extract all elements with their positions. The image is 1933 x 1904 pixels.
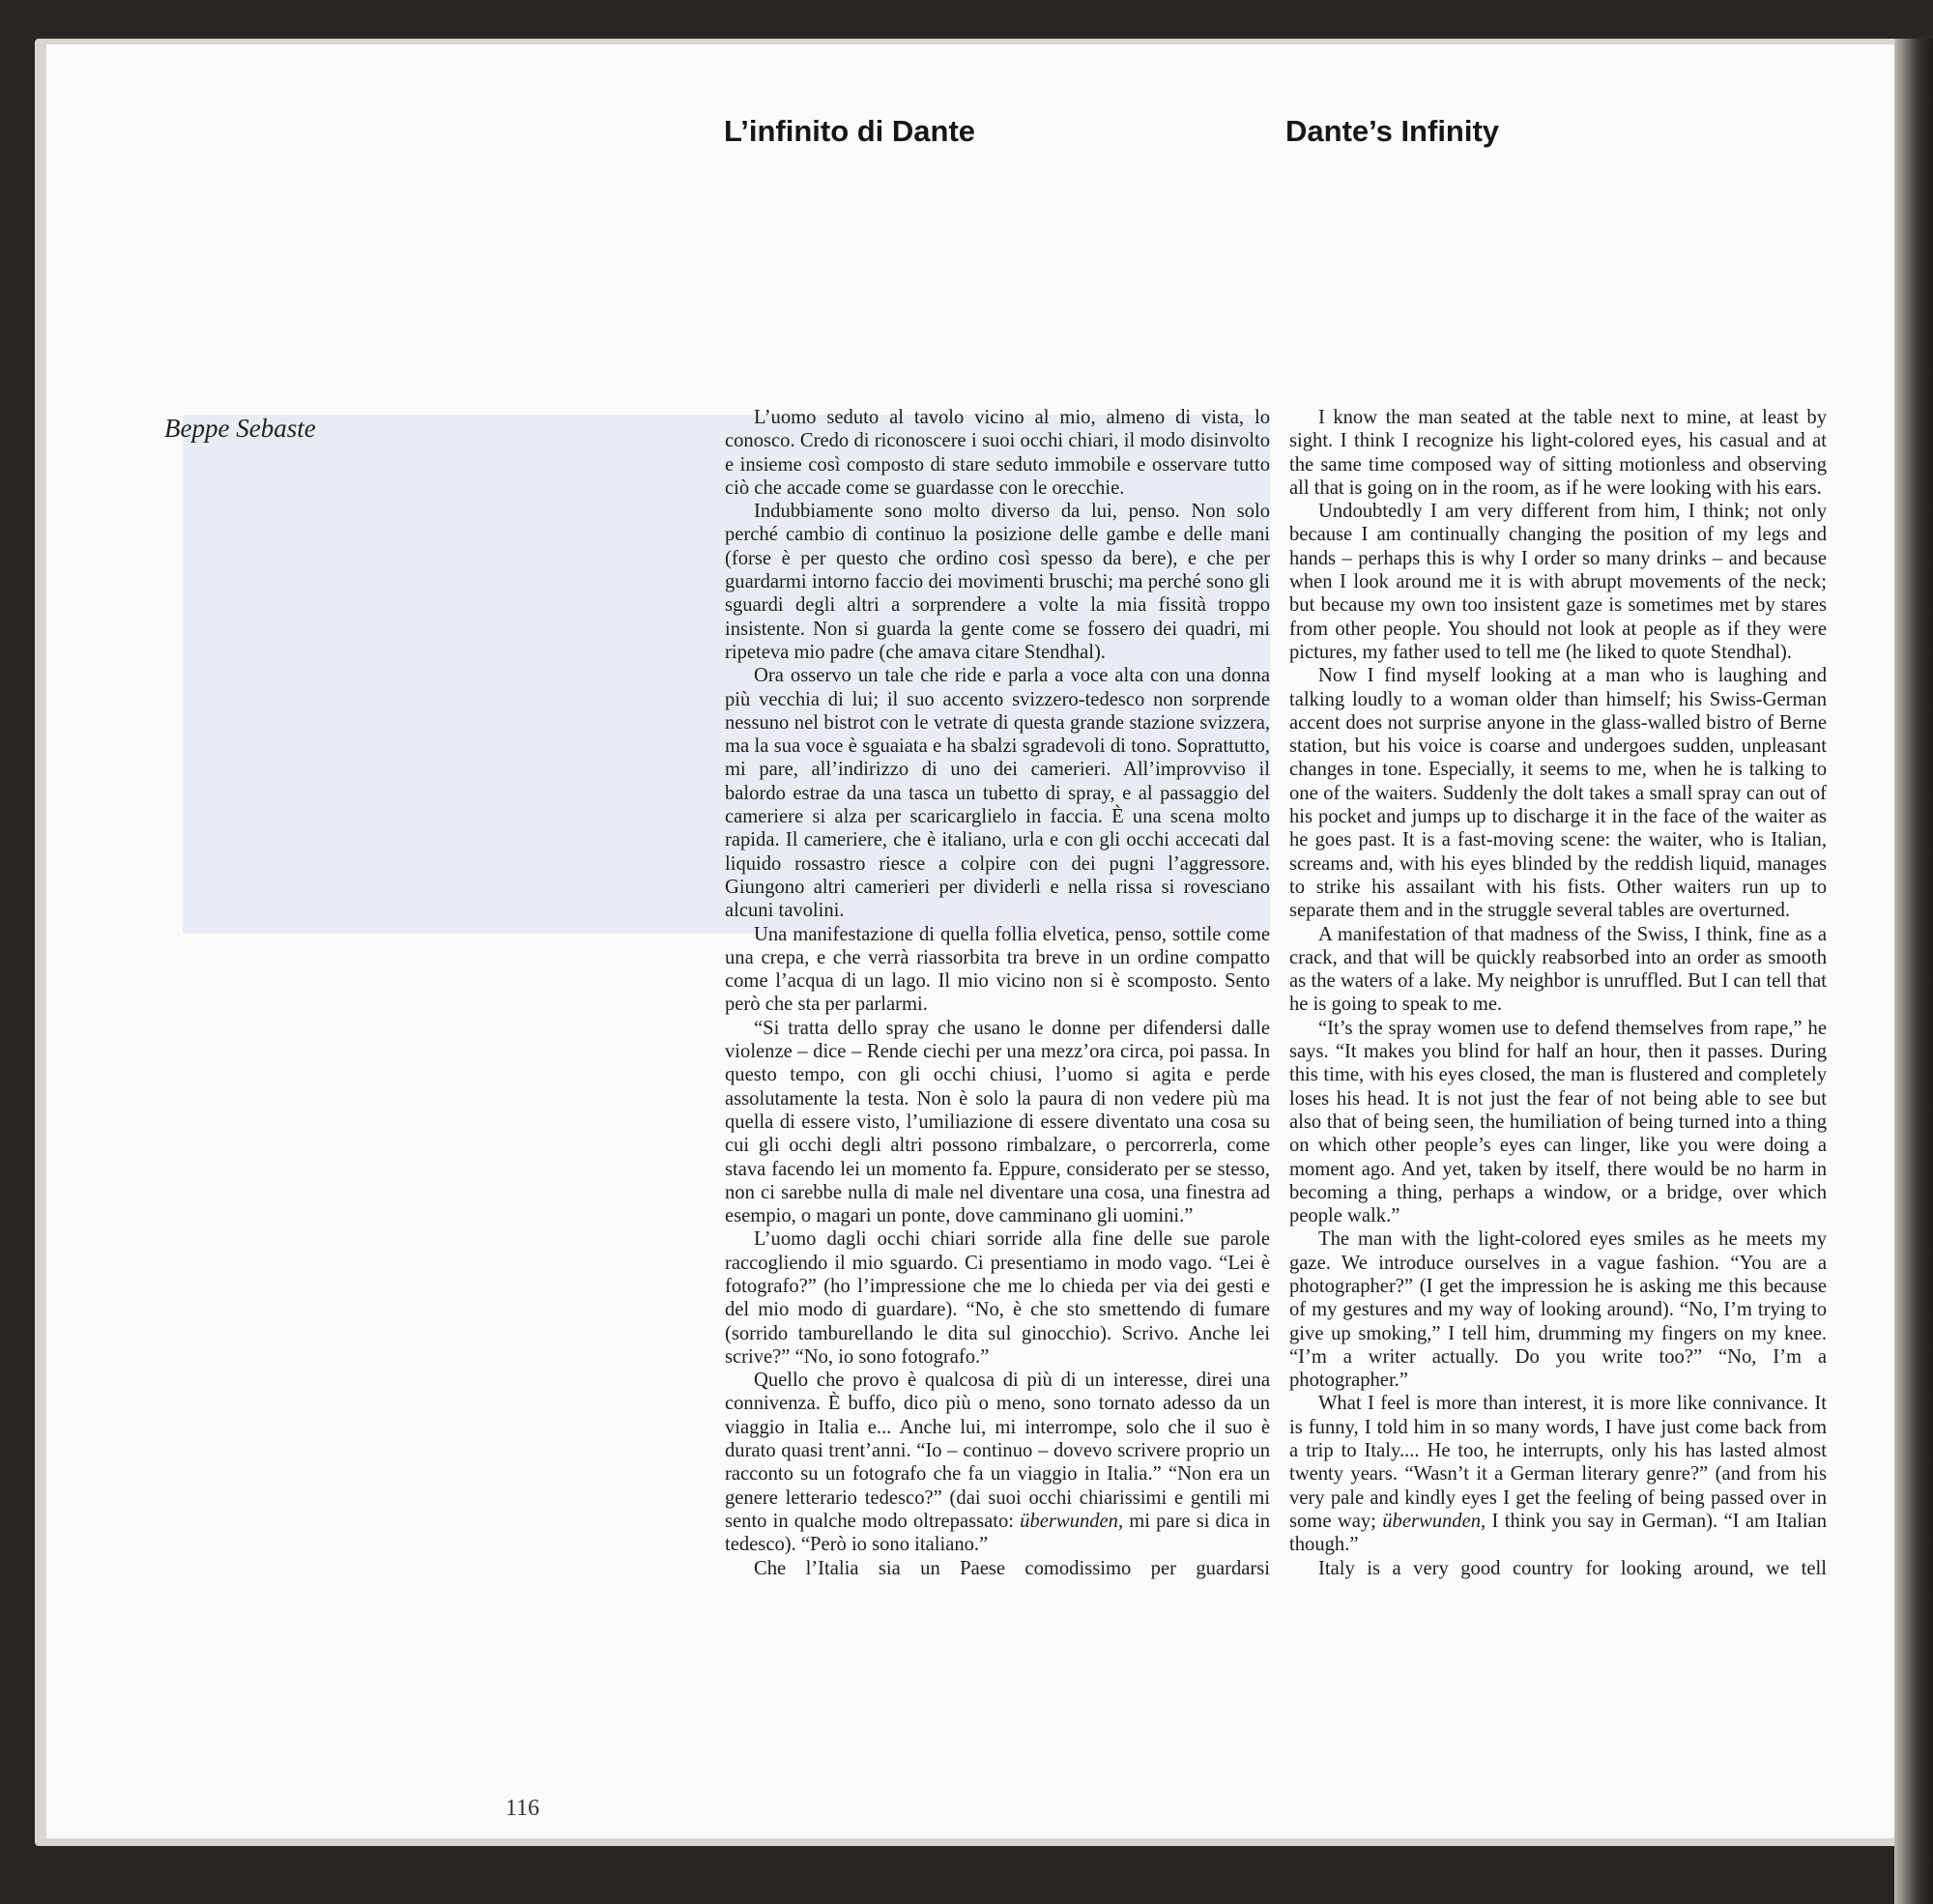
paragraph [725, 1369, 1270, 1556]
page-number: 116 [505, 1796, 540, 1821]
title-english: Dante’s Infinity [1285, 114, 1500, 148]
italic-word: überwunden [1382, 1510, 1482, 1532]
text: Quello che provo è qualcosa di più di un interesse, direi una connivenza. È buffo, dico più o meno, sono tornato adesso da un viaggio in Italia e... Anche lui, mi interrompe, solo che il suo è durato quasi trent’anni. “Io – continuo – dovevo scrivere proprio un racconto su un fotografo che fa un viaggio in Italia.” “Non era un genere letterario tedesco?” (dai suoi occhi chiarissimi e gentili mi sento in qualche modo oltrepassato: [725, 1370, 1270, 1532]
paragraph: Una manifestazione di quella follia elvetica, penso, sottile come una crepa, e che verrà riassorbita tra breve in un ordine compatto come l’acqua di un lago. Il mio vicino non si è scomposto. Sento però che sta per parlarmi. [725, 923, 1270, 1016]
paragraph: “It’s the spray women use to defend themselves from rape,” he says. “It makes you blind for half an hour, then it passes. During this time, with his eyes closed, the man is flustered and completely loses his head. It is not just the fear of not being able to see but also that of being seen, the humiliation of being turned into a thing on which other people’s eyes can linger, like you were doing a moment ago. And yet, taken by itself, there would be no harm in becoming a thing, perhaps a window, or a bridge, over which people walk.” [1289, 1017, 1827, 1227]
text: What I feel is more than interest, it is more like connivance. It is funny, I told him in so many words, I have just come back from a trip to Italy.... He too, he interrupts, only his has lasted almost twenty years. “Wasn’t it a German literary genre?” (and from his very pale and kindly eyes I get the feeling of being passed over in some way; [1289, 1393, 1827, 1532]
paragraph: Now I find myself looking at a man who is laughing and talking loudly to a woman older than himself; his Swiss-German accent does not surprise anyone in the glass-walled bistro of Berne station, but his voice is coarse and undergoes sudden, unpleasant changes in tone. Especially, it seems to me, when he is talking to one of the waiters. Suddenly the dolt takes a small spray can out of his pocket and jumps up to discharge it in the face of the waiter as he goes past. It is a fast-moving scene: the waiter, who is Italian, screams and, with his eyes blinded by the reddish liquid, manages to strike his assailant with his fists. Other waiters run up to separate them and in the struggle several tables are overturned. [1289, 665, 1827, 922]
paragraph [1289, 1392, 1827, 1556]
english-column [1289, 406, 1827, 1580]
paragraph: L’uomo seduto al tavolo vicino al mio, almeno di vista, lo conosco. Credo di riconoscere i suoi occhi chiari, il modo disinvolto e insieme così composto di stare seduto immobile e osservare tutto ciò che accade come se guardasse con le orecchie. [725, 407, 1270, 499]
italic-word: überwunden [1020, 1510, 1118, 1532]
book-binding [1894, 39, 1933, 1904]
paragraph: “Si tratta dello spray che usano le donne per difendersi dalle violenze – dice – Rende ciechi per una mezz’ora circa, poi passa. In questo tempo, con gli occhi chiusi, l’uomo si agita e perde assolutamente la testa. Non è solo la paura di non vedere più ma quella di essere visto, l’umiliazione di essere diventato una cosa su cui gli occhi degli altri possono rimbalzare, o percorrerla, come stava facendo lei un momento fa. Eppure, considerato per se stesso, non ci sarebbe nulla di male nel diventare una cosa, una finestra ad esempio, o magari un ponte, dove camminano gli uomini.” [725, 1017, 1270, 1227]
italian-column [725, 406, 1270, 1580]
author-name: Beppe Sebaste [164, 414, 316, 443]
paragraph: Indubbiamente sono molto diverso da lui, penso. Non solo perché cambio di continuo la posizione delle gambe e delle mani (forse è per questo che ordino così spesso da bere), e che per guardarmi intorno faccio dei movimenti bruschi; ma perché sono gli sguardi degli altri a sorprendere a volte la mia fissità troppo insistente. Non si guarda la gente come se fossero dei quadri, mi ripeteva mio padre (che amava citare Stendhal). [725, 501, 1270, 663]
paragraph: Che l’Italia sia un Paese comodissimo per guardarsi [754, 1557, 1270, 1579]
paragraph: L’uomo dagli occhi chiari sorride alla fine delle sue parole raccogliendo il mio sguardo. Ci presentiamo in modo vago. “Lei è fotografo?” (ho l’impressione che me lo chieda per via dei gesti e del mio modo di guardare). “No, è che sto smettendo di fumare (sorrido tamburellando le dita sul ginocchio). Scrivo. Anche lei scrive?” “No, io sono fotografo.” [725, 1228, 1270, 1368]
paragraph: I know the man seated at the table next to mine, at least by sight. I think I recognize his light-colored eyes, his casual and at the same time composed way of sitting motionless and observing all that is going on in the room, as if he were looking with his ears. [1289, 407, 1827, 499]
paragraph: A manifestation of that madness of the Swiss, I think, fine as a crack, and that will be quickly reabsorbed into an order as smooth as the waters of a lake. My neighbor is unruffled. But I can tell that he is going to speak to me. [1289, 923, 1827, 1016]
paragraph: Undoubtedly I am very different from him, I think; not only because I am continually changing the position of my legs and hands – perhaps this is why I order so many drinks – and because when I look around me it is with abrupt movements of the neck; but because my own too insistent gaze is sometimes met by stares from other people. You should not look at people as if they were pictures, my father used to tell me (he liked to quote Stendhal). [1289, 501, 1827, 663]
text: , I think you say in German). “I am Italian though.” [1289, 1510, 1827, 1556]
paragraph: Italy is a very good country for looking around, we tell [1318, 1557, 1827, 1579]
title-italian: L’infinito di Dante [724, 114, 976, 148]
paragraph: The man with the light-colored eyes smiles as he meets my gaze. We introduce ourselves in a vague fashion. “You are a photographer?” (I get the impression he is asking me this because of my gestures and my way of looking around). “No, I’m trying to give up smoking,” I tell him, drumming my fingers on my knee. “I’m a writer actually. Do you write too?” “No, I’m a photographer.” [1289, 1228, 1827, 1392]
paragraph: Ora osservo un tale che ride e parla a voce alta con una donna più vecchia di lui; il suo accento svizzero-tedesco non sorprende nessuno nel bistrot con le vetrate di questa grande stazione svizzera, ma la sua voce è sguaiata e ha sbalzi sgradevoli di tono. Soprattutto, mi pare, all’indirizzo di uno dei camerieri. All’improvviso il balordo estrae da una tasca un tubetto di spray, e al passaggio del cameriere si alza per scaricarglielo in faccia. È una scena molto rapida. Il cameriere, che è italiano, urla e con gli occhi accecati dal liquido rossastro riesce a colpire con dei pugni l’aggressore. Giungono altri camerieri per dividerli e nella rissa si rovesciano alcuni tavolini. [725, 665, 1270, 922]
text: , mi pare si dica in tedesco). “Però io sono italiano.” [725, 1510, 1271, 1556]
